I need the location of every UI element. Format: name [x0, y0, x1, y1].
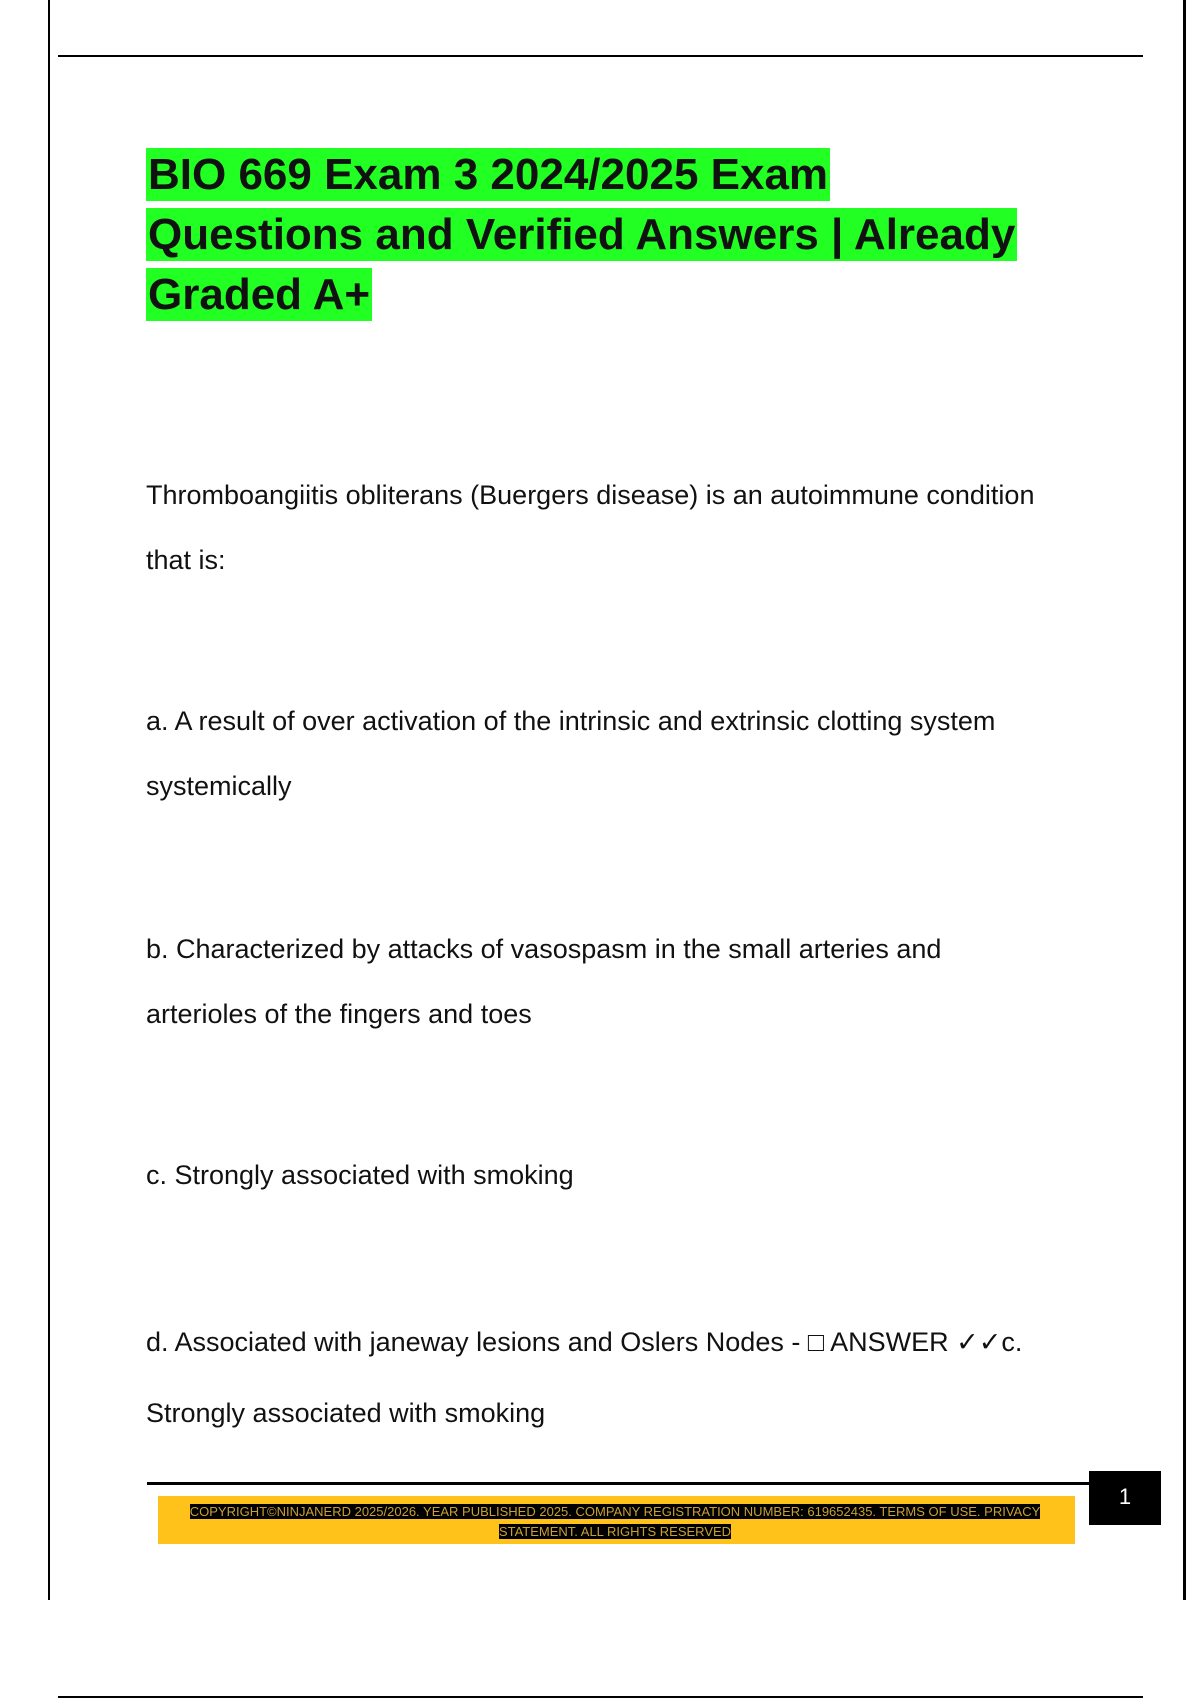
title-text: BIO 669 Exam 3 2024/2025 Exam Questions and Verified Answers | Already Graded A+	[148, 150, 1016, 319]
footer-rule	[147, 1482, 1090, 1485]
document-title	[146, 145, 1046, 325]
question-text-line2: that is:	[146, 545, 226, 575]
page-border-right	[1183, 0, 1186, 1600]
option-a-line2: systemically	[146, 771, 292, 801]
option-c: c. Strongly associated with smoking	[146, 1160, 574, 1190]
copyright-notice	[166, 1502, 1064, 1542]
header-rule	[58, 55, 1143, 57]
option-b-line2: arterioles of the fingers and toes	[146, 999, 532, 1029]
copyright-line2: STATEMENT. ALL RIGHTS RESERVED	[498, 1524, 732, 1539]
option-a-line1: a. A result of over activation of the intrinsic and extrinsic clotting system	[146, 706, 996, 736]
copyright-line1: COPYRIGHT©NINJANERD 2025/2026. YEAR PUBLISHED 2025. COMPANY REGISTRATION NUMBER: 619652435. TERMS OF USE. PRIVACY	[189, 1504, 1041, 1519]
answer-text: Strongly associated with smoking	[146, 1398, 546, 1428]
question-text-line1: Thromboangiitis obliterans (Buergers disease) is an autoimmune condition	[146, 480, 1035, 510]
option-d-line1: d. Associated with janeway lesions and Oslers Nodes - □ ANSWER ✓✓c.	[146, 1327, 1023, 1357]
page-bottom-rule	[58, 1696, 1143, 1698]
option-b-line1: b. Characterized by attacks of vasospasm in the small arteries and	[146, 934, 942, 964]
page-border-left	[48, 0, 50, 1600]
page-number: 1	[1118, 1484, 1132, 1509]
